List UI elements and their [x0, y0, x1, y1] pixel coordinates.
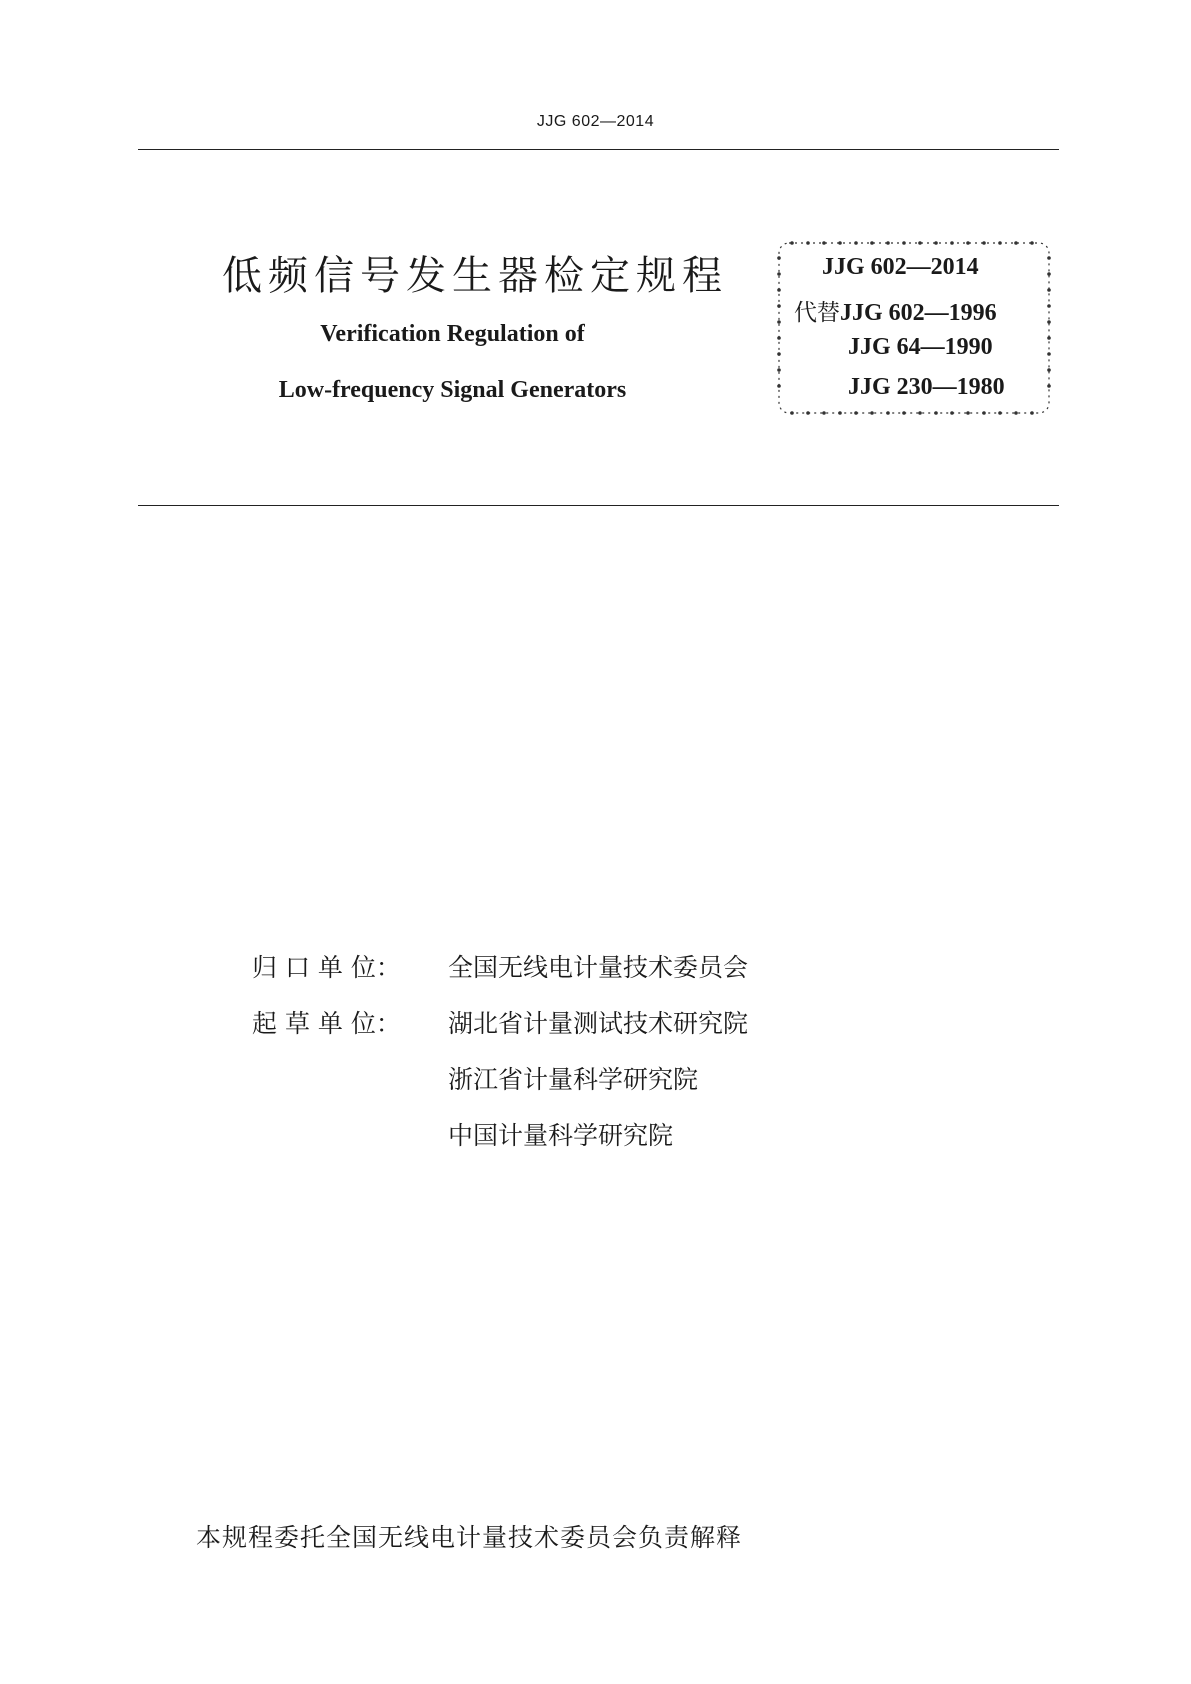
middle-rule	[138, 505, 1059, 506]
drafting-unit-1: 湖北省计量测试技术研究院	[448, 1009, 749, 1038]
drafting-unit-3: 中国计量科学研究院	[448, 1121, 674, 1150]
responsible-unit: 全国无线电计量技术委员会	[448, 953, 749, 982]
drafting-unit-label: 起 草 单 位：	[252, 1009, 401, 1038]
top-rule	[138, 149, 1059, 150]
replace-prefix: 代替	[794, 300, 840, 326]
replaced-code-3: JJG 230—1980	[848, 374, 1005, 400]
drafting-unit-row	[252, 1004, 748, 1040]
title-english-line2: Low-frequency Signal Generators	[278, 377, 627, 403]
responsible-unit-row	[252, 948, 748, 984]
replaces-line-1	[794, 294, 997, 327]
title-chinese: 低频信号发生器检定规程	[222, 253, 728, 299]
standard-code-box	[776, 240, 1052, 416]
title-english-line1: Verification Regulation of	[320, 321, 585, 347]
replaced-code-2: JJG 64—1990	[848, 334, 993, 360]
header-code: JJG 602—2014	[536, 113, 655, 130]
interpretation-note: 本规程委托全国无线电计量技术委员会负责解释	[196, 1523, 743, 1552]
responsible-unit-label: 归 口 单 位：	[252, 953, 401, 982]
replaced-code-1: JJG 602—1996	[840, 300, 997, 326]
drafting-unit-2: 浙江省计量科学研究院	[448, 1065, 699, 1094]
current-code: JJG 602—2014	[822, 254, 979, 280]
